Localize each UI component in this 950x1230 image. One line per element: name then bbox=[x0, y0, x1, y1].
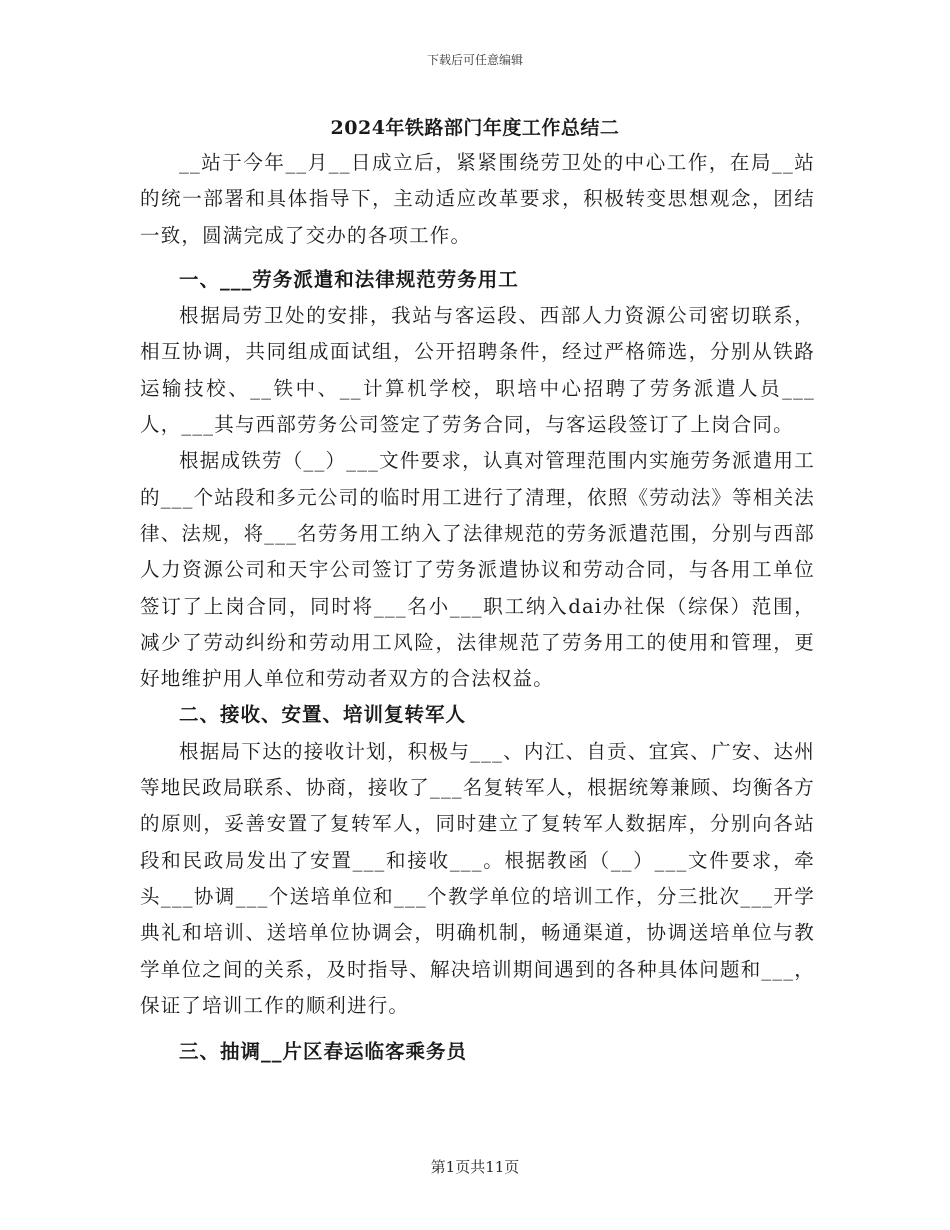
document-body bbox=[140, 145, 815, 1070]
intro-paragraph: __站于今年__月__日成立后，紧紧围绕劳卫处的中心工作，在局__站的统一部署和具体指导下，主动适应改革要求，积极转变思想观念，团结一致，圆满完成了交办的各项工作。 bbox=[140, 151, 815, 247]
section-1-paragraph-1: 根据局劳卫处的安排，我站与客运段、西部人力资源公司密切联系，相互协调，共同组成面试组，公开招聘条件，经过严格筛选，分别从铁路运输技校、__铁中、__计算机学校，职培中心招聘了劳务派遣人员___人，___其与西部劳务公司签定了劳务合同，与客运段签订了上岗合同。 bbox=[140, 304, 815, 437]
section-heading-1: 一、___劳务派遣和法律规范劳务用工 bbox=[179, 267, 519, 291]
section-1-paragraph-2: 根据成铁劳（__）___文件要求，认真对管理范围内实施劳务派遣用工的___个站段和多元公司的临时用工进行了清理，依照《劳动法》等相关法律、法规，将___名劳务用工纳入了法律规范的劳务派遣范围，分别与西部人力资源公司和天宇公司签订了劳务派遣协议和劳动合同，与各用工单位签订了上岗合同，同时将___名小___职工纳入dai办社保（综保）范围，减少了劳动纠纷和劳动用工风险，法律规范了劳务用工的使用和管理，更好地维护用人单位和劳动者双方的合法权益。 bbox=[140, 449, 815, 691]
page-header-note: 下载后可任意编辑 bbox=[426, 53, 523, 67]
document-title: 2024年铁路部门年度工作总结二 bbox=[330, 117, 620, 139]
section-heading-2: 二、接收、安置、培训复转军人 bbox=[179, 703, 467, 727]
page-number: 第1页共11页 bbox=[430, 1158, 520, 1176]
section-2-paragraph-1: 根据局下达的接收计划，积极与___、内江、自贡、宜宾、广安、达州等地民政局联系、协商，接收了___名复转军人，根据统筹兼顾、均衡各方的原则，妥善安置了复转军人，同时建立了复转军人数据库，分别向各站段和民政局发出了安置___和接收___。根据教函（__）___文件要求，牵头___协调___个送培单位和___个教学单位的培训工作，分三批次___开学典礼和培训、送培单位协调会，明确机制，畅通渠道，协调送培单位与教学单位之间的关系，及时指导、解决培训期间遇到的各种具体问题和___，保证了培训工作的顺利进行。 bbox=[140, 739, 815, 1017]
section-heading-3: 三、抽调__片区春运临客乘务员 bbox=[179, 1040, 468, 1064]
